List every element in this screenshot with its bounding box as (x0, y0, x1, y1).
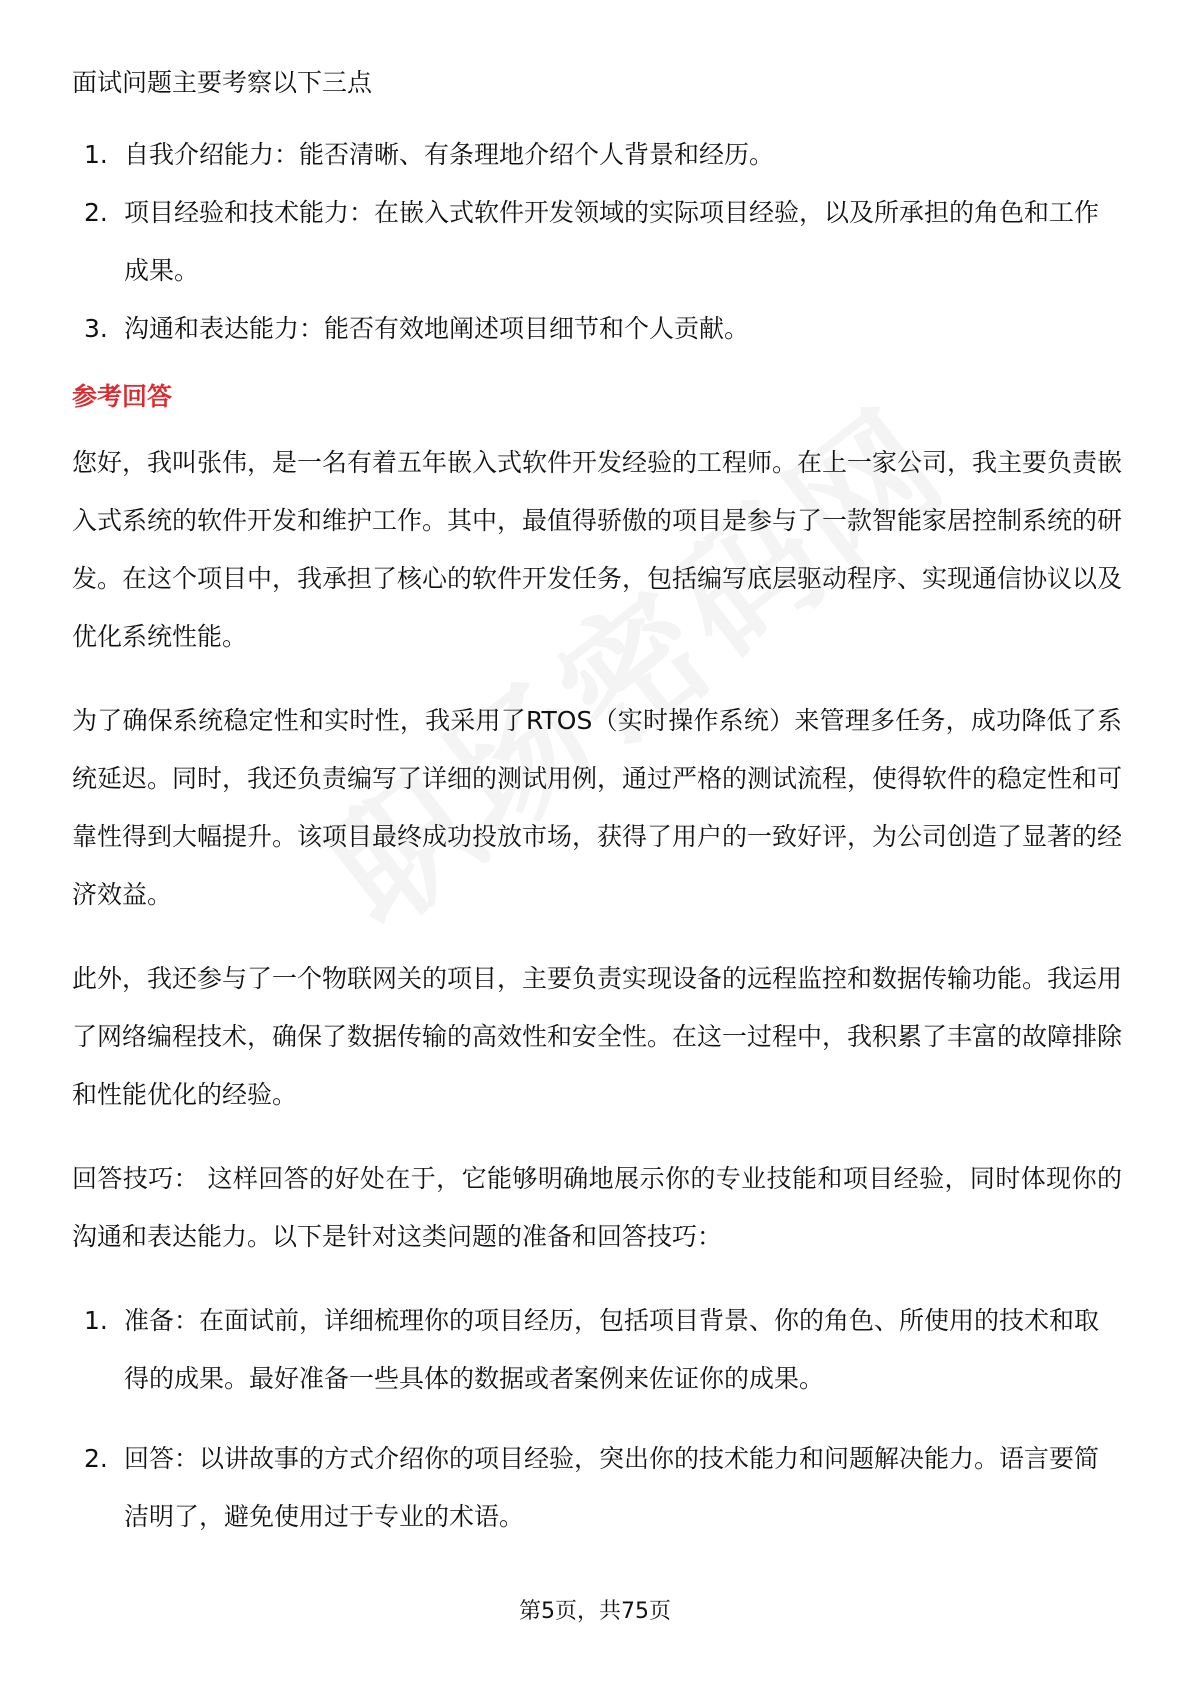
list-text: 准备：在面试前，详细梳理你的项目经历，包括项目背景、你的角色、所使用的技术和取得的成果。最好准备一些具体的数据或者案例来佐证你的成果。 (124, 1306, 1100, 1393)
list-text: 沟通和表达能力：能否有效地阐述项目细节和个人贡献。 (124, 314, 750, 343)
paragraph: 您好，我叫张伟，是一名有着五年嵌入式软件开发经验的工程师。在上一家公司，我主要负责嵌入式系统的软件开发和维护工作。其中，最值得骄傲的项目是参与了一款智能家居控制系统的研发。在这个项目中，我承担了核心的软件开发任务，包括编写底层驱动程序、实现通信协议以及优化系统性能。 (72, 448, 1123, 651)
page-content (72, 54, 1122, 1568)
list-item (72, 184, 1122, 300)
criteria-list (72, 126, 1122, 358)
list-number: 1. (84, 1306, 108, 1335)
page-footer: 第5页，共75页 (519, 1599, 671, 1624)
list-item (72, 126, 1122, 184)
tips-list (72, 1292, 1122, 1546)
intro-line: 面试问题主要考察以下三点 (72, 68, 373, 97)
list-item (72, 300, 1122, 358)
paragraph: 此外，我还参与了一个物联网关的项目，主要负责实现设备的远程监控和数据传输功能。我运用了网络编程技术，确保了数据传输的高效性和安全性。在这一过程中，我积累了丰富的故障排除和性能优化的经验。 (72, 964, 1123, 1109)
list-item (72, 1292, 1122, 1408)
list-number: 2. (84, 1444, 108, 1473)
list-number: 1. (84, 140, 108, 169)
list-item (72, 1430, 1122, 1546)
list-number: 3. (84, 314, 108, 343)
paragraph: 回答技巧： 这样回答的好处在于，它能够明确地展示你的专业技能和项目经验，同时体现你的沟通和表达能力。以下是针对这类问题的准备和回答技巧： (72, 1164, 1122, 1251)
list-text: 项目经验和技术能力：在嵌入式软件开发领域的实际项目经验，以及所承担的角色和工作成果。 (124, 198, 1100, 285)
paragraph: 为了确保系统稳定性和实时性，我采用了RTOS（实时操作系统）来管理多任务，成功降低了系统延迟。同时，我还负责编写了详细的测试用例，通过严格的测试流程，使得软件的稳定性和可靠性得到大幅提升。该项目最终成功投放市场，获得了用户的一致好评，为公司创造了显著的经济效益。 (72, 706, 1123, 909)
list-number: 2. (84, 198, 108, 227)
list-text: 回答：以讲故事的方式介绍你的项目经验，突出你的技术能力和问题解决能力。语言要简洁明了，避免使用过于专业的术语。 (124, 1444, 1100, 1531)
reference-heading: 参考回答 (72, 382, 173, 411)
list-text: 自我介绍能力：能否清晰、有条理地介绍个人背景和经历。 (124, 140, 775, 169)
